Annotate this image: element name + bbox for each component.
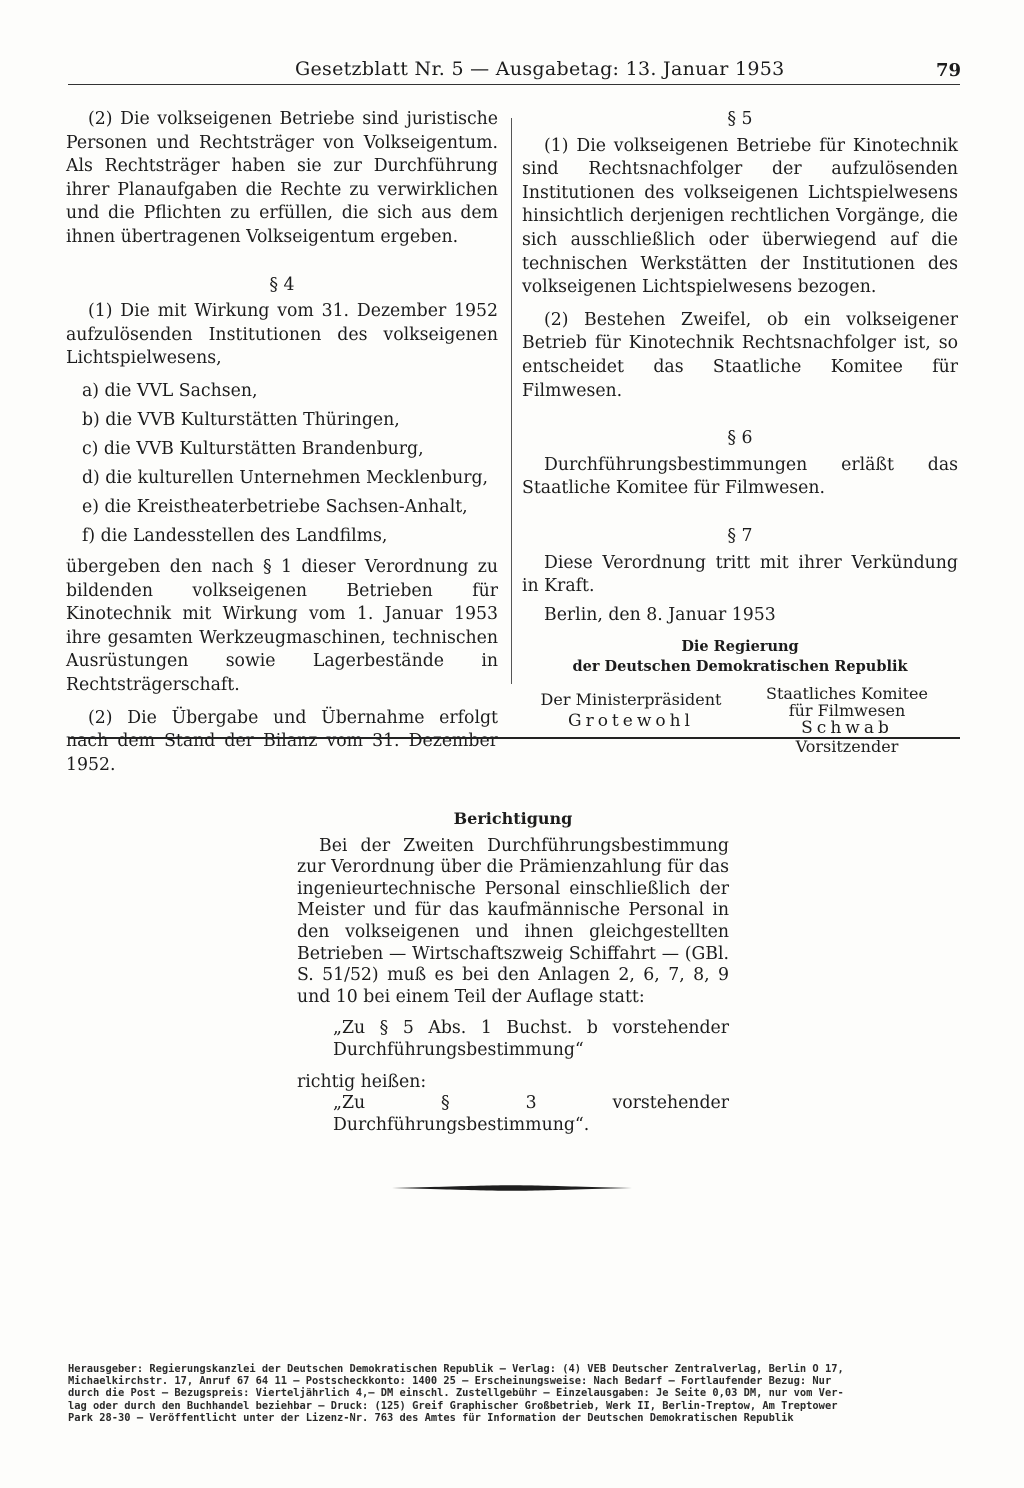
signatory-title: Staatliches Komitee bbox=[766, 684, 928, 704]
list-item: f) die Landesstellen des Landfilms, bbox=[82, 525, 388, 546]
gazette-title: Gesetzblatt Nr. 5 — Ausgabetag: 13. Januar 1953 bbox=[295, 58, 785, 80]
section-7-heading: § 7 bbox=[727, 525, 753, 546]
government-line-2: der Deutschen Demokratischen Republik bbox=[572, 658, 908, 676]
signatory-title-2: für Filmwesen bbox=[788, 701, 906, 721]
list-item: b) die VVB Kulturstätten Thüringen, bbox=[82, 409, 400, 430]
imprint-line: durch die Post — Bezugspreis: Vierteljährlich 4,— DM einschl. Zustellgebühr — Einzelausgaben: Je Seite 0,03 DM, nur vom Ver- bbox=[68, 1387, 844, 1400]
list-item: e) die Kreistheaterbetriebe Sachsen-Anhalt, bbox=[82, 496, 468, 517]
imprint-line: lag oder durch den Buchhandel beziehbar — Druck: (125) Greif Graphischer Großbetrieb, Werk II, Berlin-Treptow, Am Treptower bbox=[68, 1399, 838, 1412]
imprint-line: Michaelkirchstr. 17, Anruf 67 64 11 — Postscheckkonto: 1400 25 — Erscheinungsweise: Nach Bedarf — Fortlaufender Bezug: Nur bbox=[68, 1375, 832, 1388]
list-item: d) die kulturellen Unternehmen Mecklenburg, bbox=[82, 467, 489, 488]
paragraph-4-1-continued: übergeben den nach § 1 dieser Verordnung zu bildenden volkseigenen Betrieben für Kinotechnik mit Wirkung vom 1. Januar 1953 ihre gesamten Werkzeugmaschinen, technischen Ausrüstungen sowie Lagerbestände in Rechtsträgerschaft. bbox=[66, 556, 498, 695]
publisher-imprint bbox=[68, 1363, 958, 1424]
right-column bbox=[522, 108, 958, 763]
signatures bbox=[522, 685, 958, 763]
list-item: a) die VVL Sachsen, bbox=[82, 380, 258, 401]
paragraph-6: Durchführungsbestimmungen erläßt das Staatliche Komitee für Filmwesen. bbox=[522, 454, 958, 499]
imprint-line: Herausgeber: Regierungskanzlei der Deutschen Demokratischen Republik — Verlag: (4) VEB Deutscher Zentralverlag, Berlin O 17, bbox=[68, 1363, 844, 1375]
institution-list bbox=[66, 377, 498, 551]
page-number: 79 bbox=[936, 60, 962, 81]
page-header bbox=[0, 54, 1024, 84]
paragraph-4-1: (1) Die mit Wirkung vom 31. Dezember 1952 aufzulösenden Institutionen des volkseigenen Lichtspielwesens, bbox=[66, 301, 498, 369]
section-4-heading: § 4 bbox=[269, 274, 295, 295]
correction-richtig: richtig heißen: bbox=[297, 1071, 427, 1092]
place-date: Berlin, den 8. Januar 1953 bbox=[544, 604, 776, 625]
section-5-heading: § 5 bbox=[727, 109, 753, 129]
header-rule bbox=[68, 84, 960, 85]
paragraph-5-1: (1) Die volkseigenen Betriebe für Kinotechnik sind Rechtsnachfolger der aufzulösenden Institutionen des volkseigenen Lichtspielwesens hinsichtlich derjenigen rechtlichen Vorgänge, die sich ausschließlich oder überwiegend auf die technischen Werkstätten der Institutionen des volkseigenen Lichtspielwesens bezogen. bbox=[522, 135, 958, 298]
section-6-heading: § 6 bbox=[727, 428, 753, 449]
signatory-title: Der Ministerpräsident bbox=[540, 690, 722, 710]
list-item: c) die VVB Kulturstätten Brandenburg, bbox=[82, 438, 424, 459]
paragraph-4-2: (2) Die Übergabe und Übernahme erfolgt nach dem Stand der Bilanz vom 31. Dezember 1952. bbox=[66, 707, 498, 775]
paragraph-7: Diese Verordnung tritt mit ihrer Verkündung in Kraft. bbox=[522, 552, 958, 597]
government-signature-block bbox=[522, 637, 958, 677]
column-separator bbox=[511, 118, 512, 684]
paragraph-3-2: (2) Die volkseigenen Betriebe sind juristische Personen und Rechtsträger von Volkseigentum. Als Rechtsträger haben sie zur Durchführung ihrer Planaufgaben die Rechte zu verwirklichen und die Pflichten zu erfüllen, die sich aus dem ihnen übertragenen Volkseigentum ergeben. bbox=[66, 109, 498, 247]
correction-old-text: „Zu § 5 Abs. 1 Buchst. b vorstehender Durchführungsbestimmung“ bbox=[333, 1018, 729, 1060]
signature-film-committee bbox=[752, 685, 942, 755]
signatory-role: Vorsitzender bbox=[795, 737, 899, 757]
imprint-line: Park 28-30 — Veröffentlicht unter der Lizenz-Nr. 763 des Amtes für Information der Deutschen Demokratischen Republik bbox=[68, 1411, 794, 1424]
correction-new-text: „Zu § 3 vorstehender Durchführungsbestimmung“. bbox=[333, 1093, 729, 1135]
paragraph-5-2: (2) Bestehen Zweifel, ob ein volkseigener Betrieb für Kinotechnik Rechtsnachfolger ist, so entscheidet das Staatliche Komitee für Filmwesen. bbox=[522, 309, 958, 401]
section-divider bbox=[68, 737, 960, 739]
signatory-name: Schwab bbox=[801, 718, 893, 739]
left-column bbox=[66, 108, 498, 777]
closing-ornament-rule bbox=[392, 1184, 632, 1192]
government-line-1: Die Regierung bbox=[681, 638, 799, 656]
correction-title: Berichtigung bbox=[453, 809, 573, 828]
correction-body: Bei der Zweiten Durchführungsbestimmung zur Verordnung über die Prämienzahlung für das ingenieurtechnische Personal einschließlich der Meister und für das kaufmännische Personal in den volkseigenen und ihnen gleichgestellten Betrieben — Wirtschaftszweig Schiffahrt — (GBl. S. 51/52) muß es bei den Anlagen 2, 6, 7, 8, 9 und 10 bei einem Teil der Auflage statt: bbox=[297, 835, 729, 1007]
correction-notice bbox=[297, 808, 729, 1136]
signature-prime-minister bbox=[534, 691, 728, 734]
signatory-name: Grotewohl bbox=[567, 711, 694, 732]
